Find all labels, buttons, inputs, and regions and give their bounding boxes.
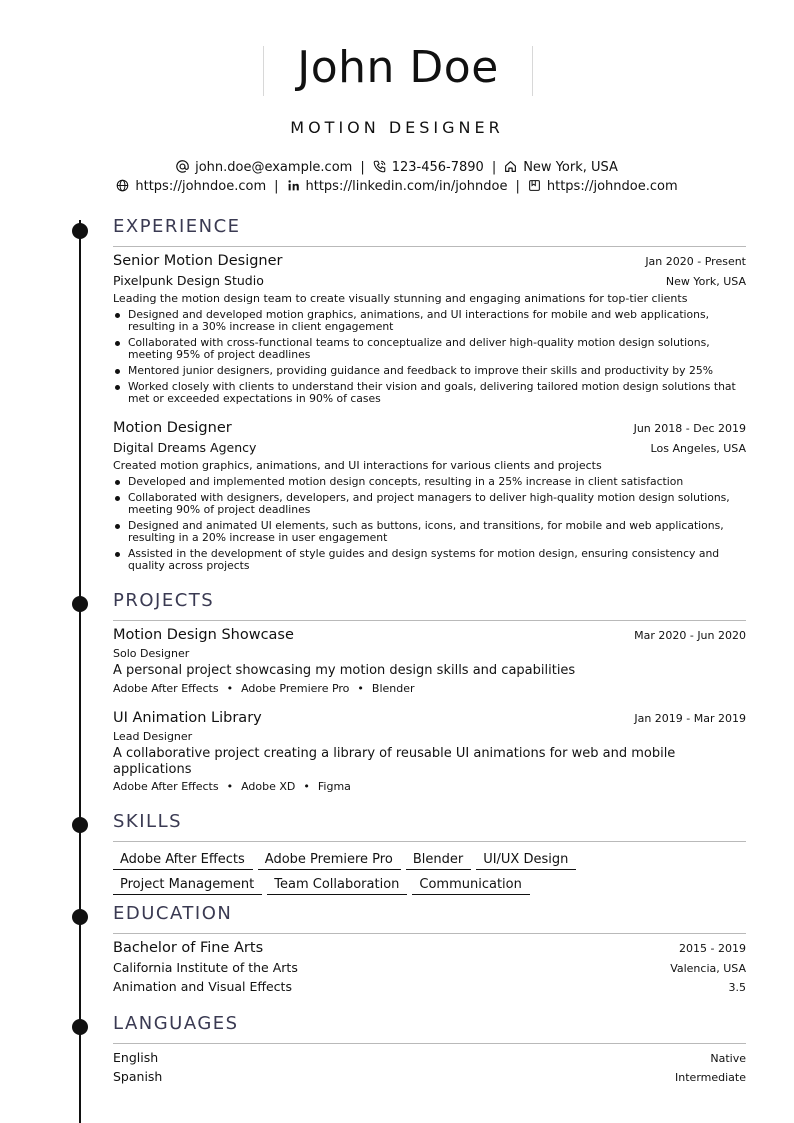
list-item: Collaborated with designers, developers, and project managers to deliver high-quality motion design solutions, meeting 90% of project deadlines: [113, 492, 738, 516]
timeline-dot-experience: [72, 223, 88, 239]
job-1-header: [113, 253, 746, 269]
location-contact: [504, 159, 618, 176]
list-item: Developed and implemented motion design concepts, resulting in a 25% increase in client satisfaction: [113, 476, 738, 488]
tool-item: Adobe XD: [241, 780, 296, 793]
job-company: Digital Dreams Agency: [113, 440, 257, 455]
project-dates: Mar 2020 - Jun 2020: [634, 629, 746, 642]
project-name: Motion Design Showcase: [113, 627, 294, 643]
experience-heading: EXPERIENCE: [113, 216, 241, 237]
tool-item: Blender: [371, 682, 415, 695]
job-dates: Jan 2020 - Present: [645, 255, 746, 268]
contact-separator: |: [515, 179, 520, 194]
job-dates: Jun 2018 - Dec 2019: [633, 422, 746, 435]
list-item: Mentored junior designers, providing guidance and feedback to improve their skills and productivity by 25%: [113, 365, 738, 377]
education-dates: 2015 - 2019: [679, 942, 746, 955]
projects-heading: PROJECTS: [113, 590, 215, 611]
project-2-tools: [113, 780, 351, 794]
email-text: john.doe@example.com: [195, 160, 353, 175]
languages-divider: [113, 1043, 746, 1044]
job-location: New York, USA: [665, 275, 746, 288]
tool-item: Figma: [317, 780, 351, 793]
education-degree: Bachelor of Fine Arts: [113, 940, 264, 956]
timeline-dot-skills: [72, 817, 88, 833]
candidate-name: John Doe: [297, 42, 499, 93]
job-position: Motion Designer: [113, 420, 232, 436]
language-row: [113, 1069, 746, 1084]
education-school: California Institute of the Arts: [113, 960, 298, 975]
projects-divider: [113, 620, 746, 621]
skill-tag: Team Collaboration: [267, 876, 407, 895]
linkedin-link[interactable]: [287, 178, 508, 195]
linkedin-text: https://linkedin.com/in/johndoe: [305, 179, 508, 194]
job-2-company-row: [113, 440, 746, 455]
job-position: Senior Motion Designer: [113, 253, 283, 269]
project-role: Solo Designer: [113, 647, 190, 660]
education-location: Valencia, USA: [670, 962, 746, 975]
skills-divider: [113, 841, 746, 842]
tool-item: Adobe Premiere Pro: [241, 682, 350, 695]
skill-tag: Adobe After Effects: [113, 851, 253, 870]
skills-list: [113, 848, 746, 898]
website-link[interactable]: [116, 178, 266, 195]
location-text: New York, USA: [523, 160, 618, 175]
project-1-header: [113, 627, 746, 643]
languages-heading: LANGUAGES: [113, 1013, 239, 1034]
project-description: A personal project showcasing my motion design skills and capabilities: [113, 663, 576, 678]
education-field-row: [113, 979, 746, 994]
project-1-tools: [113, 682, 415, 696]
education-gpa: 3.5: [728, 981, 746, 994]
timeline-dot-projects: [72, 596, 88, 612]
list-item: Designed and animated UI elements, such as buttons, icons, and transitions, for mobile and web applications, resulting in a 20% increase in user engagement: [113, 520, 738, 544]
experience-divider: [113, 246, 746, 247]
candidate-role: MOTION DESIGNER: [290, 118, 504, 137]
tool-item: Adobe After Effects: [113, 682, 219, 695]
project-dates: Jan 2019 - Mar 2019: [634, 712, 746, 725]
education-field: Animation and Visual Effects: [113, 979, 292, 994]
job-1-bullets: [113, 309, 738, 409]
language-name: English: [113, 1050, 159, 1065]
portfolio-link[interactable]: [528, 178, 678, 195]
globe-icon: [116, 179, 129, 192]
project-role: Lead Designer: [113, 730, 193, 743]
list-item: Worked closely with clients to understand their vision and goals, delivering tailored motion design solutions that met or exceeded expectations in 90% of cases: [113, 381, 738, 405]
contact-separator: |: [274, 179, 279, 194]
skill-tag: Blender: [406, 851, 471, 870]
language-level: Native: [710, 1052, 746, 1065]
contact-row-primary: [0, 159, 794, 176]
portfolio-icon: [528, 179, 541, 192]
skill-tag: Communication: [412, 876, 529, 895]
education-degree-row: [113, 940, 746, 956]
job-summary: Leading the motion design team to create visually stunning and engaging animations for top-tier clients: [113, 292, 688, 305]
portfolio-text: https://johndoe.com: [546, 179, 678, 194]
list-item: Designed and developed motion graphics, animations, and UI interactions for mobile and web applications, resulting in a 30% increase in client engagement: [113, 309, 738, 333]
skill-tag: Project Management: [113, 876, 262, 895]
skill-tag: Adobe Premiere Pro: [258, 851, 401, 870]
education-heading: EDUCATION: [113, 903, 233, 924]
skills-heading: SKILLS: [113, 811, 183, 832]
job-summary: Created motion graphics, animations, and UI interactions for various clients and projects: [113, 459, 602, 472]
tool-separator: •: [226, 682, 234, 695]
language-row: [113, 1050, 746, 1065]
tool-separator: •: [357, 682, 364, 695]
language-level: Intermediate: [675, 1071, 746, 1084]
job-2-bullets: [113, 476, 738, 576]
email-contact[interactable]: [176, 159, 352, 176]
home-icon: [504, 160, 517, 173]
phone-icon: [373, 160, 386, 173]
skill-tag: UI/UX Design: [476, 851, 576, 870]
timeline-dot-languages: [72, 1019, 88, 1035]
website-text: https://johndoe.com: [135, 179, 267, 194]
project-description: A collaborative project creating a library of reusable UI animations for web and mobile applications: [113, 746, 676, 777]
list-item: Collaborated with cross-functional teams to conceptualize and deliver high-quality motion design solutions, meeting 95% of project deadlines: [113, 337, 738, 361]
project-2-header: [113, 710, 746, 726]
project-name: UI Animation Library: [113, 710, 262, 726]
job-company: Pixelpunk Design Studio: [113, 273, 264, 288]
linkedin-icon: [287, 179, 300, 192]
job-2-header: [113, 420, 746, 436]
at-icon: [176, 160, 189, 173]
phone-contact[interactable]: [373, 159, 484, 176]
timeline-dot-education: [72, 909, 88, 925]
name-frame: [263, 42, 533, 96]
contact-separator: |: [491, 160, 497, 175]
job-location: Los Angeles, USA: [650, 442, 746, 455]
education-school-row: [113, 960, 746, 975]
tool-item: Adobe After Effects: [113, 780, 219, 793]
education-divider: [113, 933, 746, 934]
tool-separator: •: [226, 780, 234, 793]
list-item: Assisted in the development of style guides and design systems for motion design, ensuring consistency and quality across projects: [113, 548, 738, 572]
contact-row-links: [0, 178, 794, 195]
tool-separator: •: [303, 780, 310, 793]
contact-separator: |: [360, 160, 365, 175]
timeline-line: [79, 220, 81, 1123]
phone-text: 123-456-7890: [391, 160, 484, 175]
job-1-company-row: [113, 273, 746, 288]
language-name: Spanish: [113, 1069, 163, 1084]
